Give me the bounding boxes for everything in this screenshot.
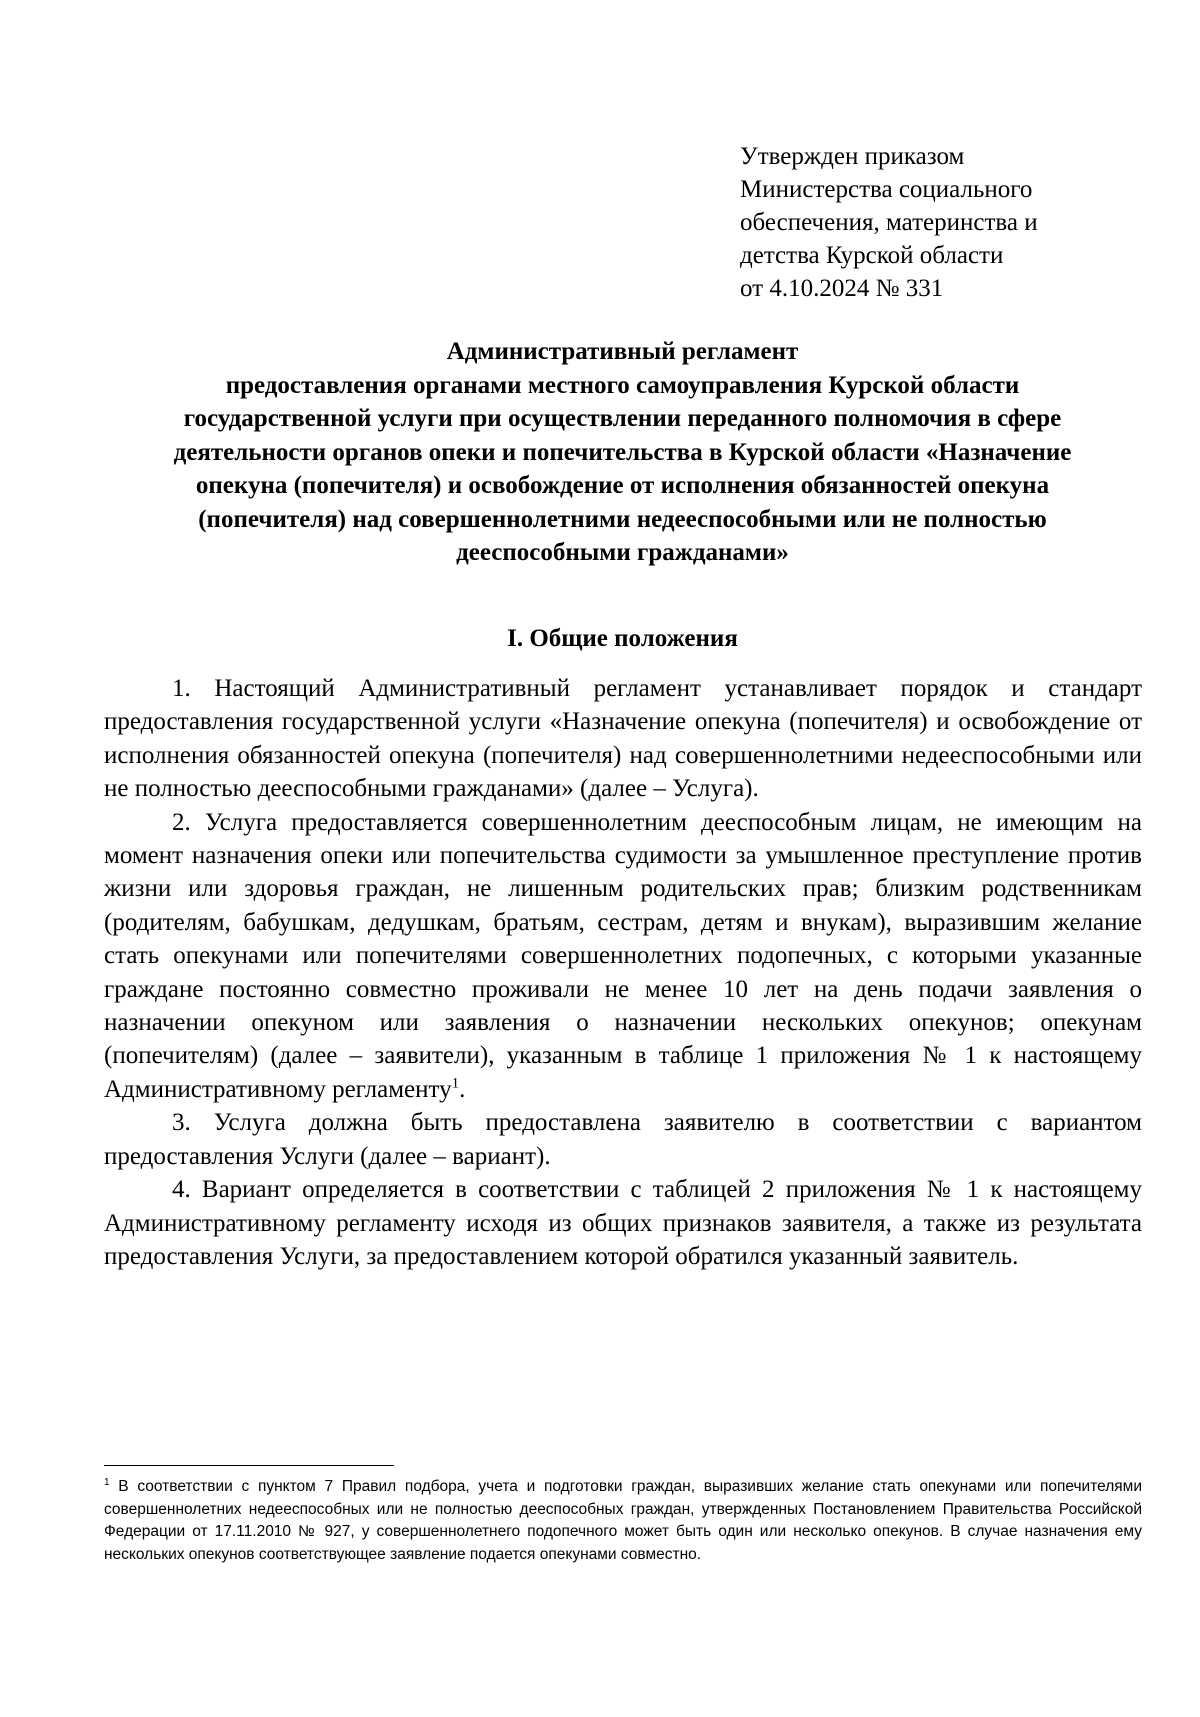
paragraph-1: 1. Настоящий Административный регламент устанавливает порядок и стандарт предоставления государственной услуги «Назначение опекуна (попечителя) и освобождение от исполнения обязанностей опекуна (попечителя) над совершеннолетними недееспособными или не полностью дееспособными гражданами» (далее – Услуга). bbox=[104, 675, 1142, 803]
footnote-paragraph bbox=[104, 1476, 1142, 1566]
document-body bbox=[104, 672, 1142, 1273]
paragraph-2-text: 2. Услуга предоставляется совершеннолетним дееспособным лицам, не имеющим на момент назначения опеки или попечительства судимости за умышленное преступление против жизни или здоровья граждан, не лишенным родительских прав; близким родственникам (родителям, бабушкам, дедушкам, братьям, сестрам, детям и внукам), выразившим желание стать опекунами или попечителями совершеннолетних подопечных, с которыми указанные граждане постоянно совместно проживали не менее 10 лет на день подачи заявления о назначении опекуном или заявления о назначении нескольких опекунов; опекунам (попечителям) (далее – заявители), указанным в таблице 1 приложения № 1 к настоящему Административному регламенту bbox=[104, 808, 1142, 1103]
footnote-reference[interactable]: 1 bbox=[451, 1075, 460, 1092]
title-line: (попечителя) над совершеннолетними недееспособными или не полностью bbox=[198, 505, 1047, 533]
paragraph-3: 3. Услуга должна быть предоставлена заявителю в соответствии с вариантом предоставления Услуги (далее – вариант). bbox=[104, 1109, 1142, 1170]
approval-stamp-block bbox=[740, 140, 1038, 305]
title-line: дееспособными гражданами» bbox=[456, 539, 789, 566]
footnote-marker: 1 bbox=[104, 1476, 110, 1488]
title-line: Административный регламент bbox=[446, 338, 799, 365]
approval-line: Утвержден приказом bbox=[740, 143, 965, 170]
title-line: предоставления органами местного самоуправления Курской области bbox=[225, 371, 1020, 399]
paragraph-2 bbox=[104, 806, 1142, 1107]
footnote bbox=[104, 1476, 1142, 1566]
footnote-text: В соответствии с пунктом 7 Правил подбора, учета и подготовки граждан, выразивших желание стать опекунами или попечителями совершеннолетних недееспособных или не полностью дееспособных граждан, утвержденных Постановлением Правительства Российской Федерации от 17.11.2010 № 927, у совершеннолетнего подопечного может быть один или несколько опекунов. В случае назначения ему нескольких опекунов соответствующее заявление подается опекунами совместно. bbox=[104, 1478, 1142, 1563]
approval-line: обеспечения, материнства и bbox=[740, 209, 1038, 236]
title-line: государственной услуги при осуществлении переданного полномочия в сфере bbox=[183, 405, 1062, 432]
section-heading: I. Общие положения bbox=[507, 625, 738, 652]
approval-line: Министерства социального bbox=[740, 176, 1033, 203]
approval-line: детства Курской области bbox=[740, 242, 1004, 269]
title-line: деятельности органов опеки и попечительства в Курской области «Назначение bbox=[173, 438, 1072, 466]
paragraph-2-tail: . bbox=[459, 1075, 466, 1103]
paragraph-4: 4. Вариант определяется в соответствии с таблицей 2 приложения № 1 к настоящему Административному регламенту исходя из общих признаков заявителя, а также из результата предоставления Услуги, за предоставлением которой обратился указанный заявитель. bbox=[104, 1176, 1142, 1270]
title-line: опекуна (попечителя) и освобождение от исполнения обязанностей опекуна bbox=[195, 472, 1050, 499]
footnote-separator bbox=[104, 1465, 394, 1466]
approval-line: от 4.10.2024 № 331 bbox=[740, 275, 944, 302]
document-title bbox=[100, 335, 1145, 570]
